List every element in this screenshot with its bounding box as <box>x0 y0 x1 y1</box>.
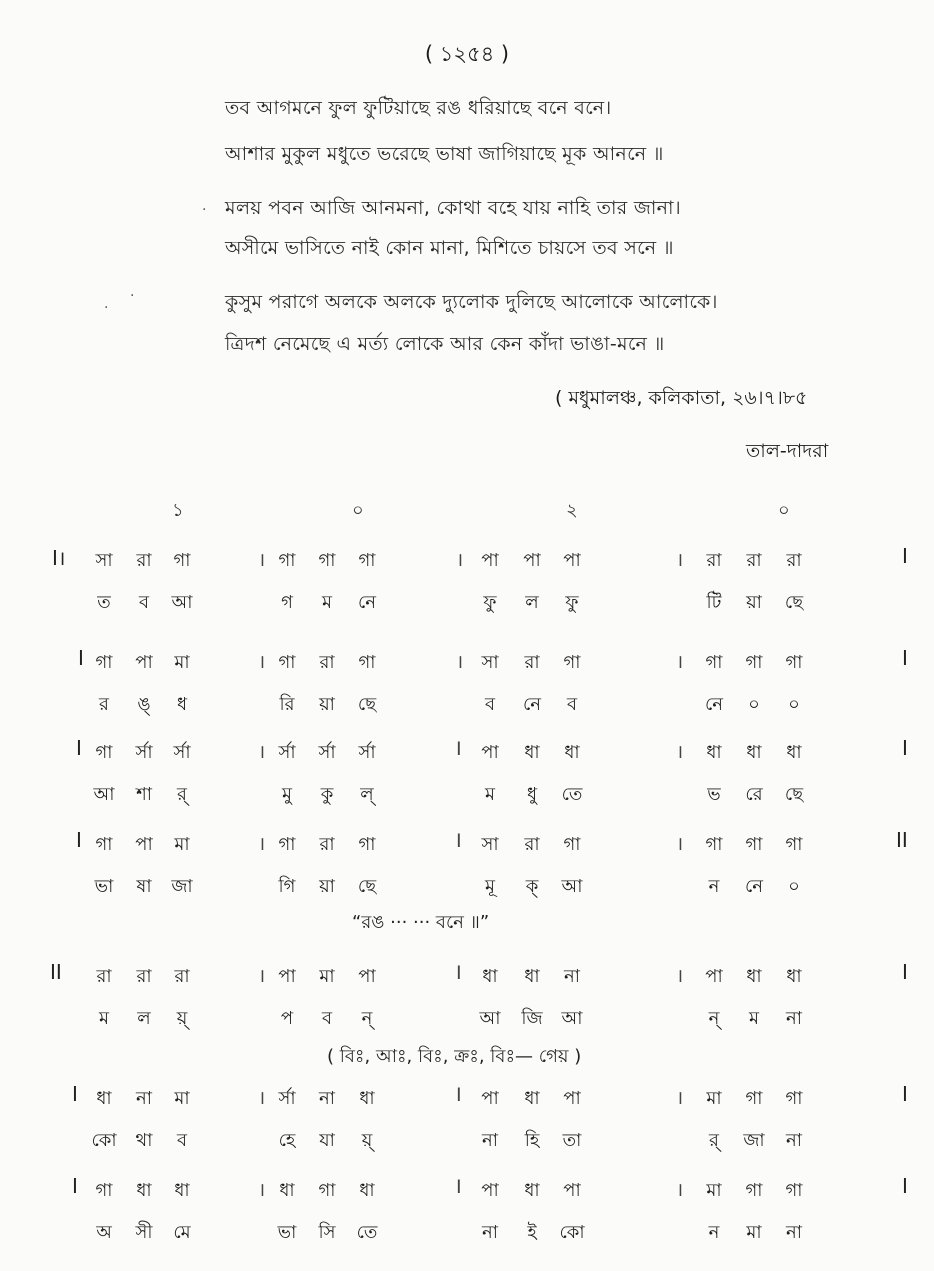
row-end-barline: II <box>896 828 908 852</box>
swara-note: গা <box>745 1180 763 1201</box>
lyric-syllable: নে <box>522 694 542 715</box>
lyric-syllable: য়্ <box>176 1008 188 1029</box>
source-attribution: ( মধুমালঞ্চ, কলিকাতা, ২৬।৭।৮৫ <box>555 387 808 409</box>
lyric-syllable: নে <box>704 694 724 715</box>
lyric-syllable: ন্ <box>708 1008 720 1029</box>
beat-marker: ১ <box>172 500 184 521</box>
swara-note: পা <box>481 1088 499 1109</box>
swara-note: সা <box>481 834 499 855</box>
lyric-syllable: ০ <box>748 694 760 715</box>
row-start-barline: I <box>72 1174 78 1198</box>
lyric-syllable: ন <box>708 876 720 897</box>
lyric-syllable: হি <box>524 1130 540 1151</box>
lyric-syllable: ফু <box>565 592 579 613</box>
beat-separator: । <box>676 651 684 673</box>
lyric-syllable: তা <box>562 1130 582 1151</box>
lyric-syllable: গ <box>281 592 293 613</box>
swara-note: ধা <box>564 742 580 763</box>
row-end-barline: I <box>902 544 908 568</box>
beat-separator: । <box>258 833 266 855</box>
swara-note: র্সা <box>278 742 296 763</box>
lyric-syllable: ত <box>97 592 111 613</box>
lyric-syllable: তে <box>356 1222 378 1243</box>
lyric-syllable: মা <box>746 1222 762 1243</box>
swara-note: গা <box>95 834 113 855</box>
lyric-line: তব আগমনে ফুল ফুটিয়াছে রঙ ধরিয়াছে বনে বনে। <box>225 97 612 119</box>
swara-note: র্সা <box>135 742 153 763</box>
swara-note: ধা <box>786 966 802 987</box>
swara-note: মা <box>319 966 335 987</box>
swara-note: সা <box>95 550 113 571</box>
swara-note: মা <box>174 1088 190 1109</box>
swara-note: গা <box>173 550 191 571</box>
lyric-syllable: না <box>482 1130 498 1151</box>
lyric-syllable: জা <box>743 1130 765 1151</box>
lyric-syllable: ন <box>708 1222 720 1243</box>
swara-note: মা <box>706 1180 722 1201</box>
lyric-syllable: ল <box>137 1008 151 1029</box>
beat-separator: । <box>676 549 684 571</box>
lyric-syllable: না <box>786 1008 802 1029</box>
swara-note: রা <box>746 550 762 571</box>
lyric-syllable: আ <box>561 1008 583 1029</box>
lyric-syllable: না <box>786 1222 802 1243</box>
page-number: ( ১২৫৪ ) <box>424 42 510 66</box>
lyric-syllable: সি <box>318 1222 336 1243</box>
swara-note: গা <box>785 834 803 855</box>
beat-separator: । <box>258 549 266 571</box>
swara-note: গা <box>278 834 296 855</box>
swara-note: পা <box>135 834 153 855</box>
swara-note: ধা <box>524 742 540 763</box>
swara-note: রা <box>174 966 190 987</box>
swara-note: পা <box>358 966 376 987</box>
lyric-syllable: সী <box>135 1222 153 1243</box>
stray-mark: . <box>202 198 207 214</box>
lyric-syllable: কু <box>320 784 334 805</box>
lyric-line: কুসুম পরাগে অলকে অলকে দ্যুলোক দুলিছে আলোকে আলোকে। <box>225 291 718 313</box>
lyric-syllable: ধ <box>176 694 188 715</box>
swara-note: রা <box>319 652 335 673</box>
lyric-syllable: র <box>99 694 109 715</box>
notation-caption: ( বিঃ, আঃ, বিঃ, ক্রঃ, বিঃ— গেয় ) <box>327 1046 582 1067</box>
row-start-barline: I। <box>52 546 66 570</box>
lyric-syllable: না <box>482 1222 498 1243</box>
swara-note: না <box>319 1088 335 1109</box>
swara-note: গা <box>563 652 581 673</box>
beat-separator: । <box>676 741 684 763</box>
lyric-syllable: কো <box>91 1130 117 1151</box>
beat-separator: I <box>456 962 462 984</box>
swara-note: গা <box>745 834 763 855</box>
lyric-syllable: শা <box>136 784 152 805</box>
lyric-syllable: যা <box>319 1130 335 1151</box>
lyric-syllable: ব <box>176 1130 188 1151</box>
swara-note: ধা <box>706 742 722 763</box>
lyric-syllable: ঙ্ <box>137 694 151 715</box>
lyric-syllable: ম <box>99 1008 109 1029</box>
swara-note: পা <box>481 742 499 763</box>
lyric-syllable: গি <box>278 876 296 897</box>
tala-label: তাল-দাদরা <box>746 440 829 462</box>
lyric-syllable: ০ <box>788 694 800 715</box>
swara-note: গা <box>95 1180 113 1201</box>
lyric-syllable: য়া <box>319 876 335 897</box>
swara-note: ধা <box>746 966 762 987</box>
swara-note: পা <box>481 1180 499 1201</box>
lyric-syllable: ল <box>525 592 539 613</box>
row-start-barline: I <box>76 828 82 852</box>
swara-note: গা <box>785 1180 803 1201</box>
lyric-syllable: টি <box>706 592 722 613</box>
lyric-syllable: রে <box>745 784 763 805</box>
lyric-syllable: ভা <box>94 876 114 897</box>
lyric-syllable: আ <box>171 592 193 613</box>
beat-separator: । <box>258 1087 266 1109</box>
swara-note: রা <box>136 550 152 571</box>
beat-marker: ০ <box>352 500 364 521</box>
lyric-syllable: আ <box>93 784 115 805</box>
swara-note: গা <box>358 834 376 855</box>
row-start-barline: I <box>72 1082 78 1106</box>
swara-note: পা <box>563 550 581 571</box>
lyric-syllable: থা <box>135 1130 153 1151</box>
swara-note: রা <box>786 550 802 571</box>
swara-note: গা <box>785 652 803 673</box>
lyric-syllable: র্ <box>177 784 187 805</box>
lyric-line: ত্রিদশ নেমেছে এ মর্ত্য লোকে আর কেন কাঁদা ভাঙা-মনে ॥ <box>225 333 665 355</box>
swara-note: ধা <box>524 1180 540 1201</box>
swara-note: ধা <box>359 1088 375 1109</box>
swara-note: র্সা <box>278 1088 296 1109</box>
swara-note: র্সা <box>318 742 336 763</box>
swara-note: সা <box>481 652 499 673</box>
swara-note: গা <box>278 652 296 673</box>
beat-separator: I <box>456 1176 462 1198</box>
lyric-syllable: মু <box>282 784 292 805</box>
lyric-syllable: ভা <box>277 1222 297 1243</box>
swara-note: ধা <box>524 1088 540 1109</box>
swara-note: গা <box>745 652 763 673</box>
swara-note: পা <box>563 1180 581 1201</box>
lyric-syllable: অ <box>96 1222 112 1243</box>
stray-mark: · <box>130 288 135 304</box>
swara-note: গা <box>705 834 723 855</box>
lyric-syllable: নে <box>744 876 764 897</box>
lyric-syllable: জি <box>521 1008 543 1029</box>
row-start-barline: II <box>50 960 62 984</box>
lyric-syllable: কো <box>559 1222 585 1243</box>
swara-note: রা <box>524 652 540 673</box>
stray-mark: · <box>104 300 109 316</box>
lyric-syllable: আ <box>479 1008 501 1029</box>
swara-note: গা <box>563 834 581 855</box>
swara-note: গা <box>358 550 376 571</box>
beat-separator: । <box>258 1179 266 1201</box>
lyric-syllable: নে <box>357 592 377 613</box>
lyric-line: মলয় পবন আজি আনমনা, কোথা বহে যায় নাহি তার জানা। <box>225 197 681 219</box>
lyric-syllable: মূ <box>485 876 495 897</box>
swara-note: রা <box>706 550 722 571</box>
lyric-syllable: ধু <box>526 784 538 805</box>
swara-note: মা <box>706 1088 722 1109</box>
swara-note: রা <box>319 834 335 855</box>
lyric-syllable: ই <box>527 1222 537 1243</box>
lyric-syllable: ব <box>566 694 578 715</box>
swara-note: গা <box>318 550 336 571</box>
lyric-syllable: আ <box>561 876 583 897</box>
row-start-barline: I <box>76 736 82 760</box>
row-end-barline: I <box>902 960 908 984</box>
lyric-syllable: তে <box>561 784 583 805</box>
lyric-line: অসীমে ভাসিতে নাই কোন মানা, মিশিতে চায়সে তব সনে ॥ <box>225 237 674 259</box>
row-end-barline: I <box>902 1082 908 1106</box>
swara-note: ধা <box>136 1180 152 1201</box>
lyric-syllable: জা <box>171 876 193 897</box>
lyric-syllable: হে <box>278 1130 296 1151</box>
swara-note: পা <box>705 966 723 987</box>
lyric-syllable: ০ <box>788 876 800 897</box>
beat-separator: । <box>258 651 266 673</box>
lyric-syllable: ক্ <box>525 876 539 897</box>
swara-note: পা <box>523 550 541 571</box>
swara-note: ধা <box>786 742 802 763</box>
swara-note: পা <box>481 550 499 571</box>
swara-note: ধা <box>174 1180 190 1201</box>
notation-caption: “রঙ ··· ··· বনে ॥” <box>352 912 490 933</box>
lyric-line: আশার মুকুল মধুতে ভরেছে ভাষা জাগিয়াছে মূক আননে ॥ <box>225 143 664 165</box>
beat-marker: ০ <box>778 500 790 521</box>
beat-separator: । <box>676 965 684 987</box>
lyric-syllable: ফু <box>483 592 497 613</box>
lyric-syllable: র্ <box>709 1130 719 1151</box>
row-end-barline: I <box>902 646 908 670</box>
swara-note: ধা <box>96 1088 112 1109</box>
swara-note: না <box>564 966 580 987</box>
swara-note: গা <box>358 652 376 673</box>
swara-note: ধা <box>524 966 540 987</box>
lyric-syllable: ব <box>321 1008 333 1029</box>
lyric-syllable: না <box>786 1130 802 1151</box>
swara-note: গা <box>705 652 723 673</box>
swara-note: গা <box>785 1088 803 1109</box>
row-end-barline: I <box>902 736 908 760</box>
swara-note: গা <box>278 550 296 571</box>
beat-separator: । <box>676 1179 684 1201</box>
lyric-syllable: য়্ <box>361 1130 373 1151</box>
beat-separator: I <box>456 738 462 760</box>
beat-separator: । <box>258 965 266 987</box>
beat-separator: I <box>456 1084 462 1106</box>
lyric-syllable: ছে <box>784 784 804 805</box>
lyric-syllable: ম <box>485 784 495 805</box>
lyric-syllable: ভ <box>707 784 721 805</box>
swara-note: মা <box>174 652 190 673</box>
swara-note: না <box>136 1088 152 1109</box>
lyric-syllable: ব <box>484 694 496 715</box>
lyric-syllable: মে <box>173 1222 191 1243</box>
beat-separator: I <box>456 830 462 852</box>
lyric-syllable: ম <box>322 592 332 613</box>
beat-separator: । <box>258 741 266 763</box>
swara-note: ধা <box>746 742 762 763</box>
lyric-syllable: ল্ <box>360 784 374 805</box>
lyric-syllable: ছে <box>357 694 377 715</box>
beat-separator: । <box>676 1087 684 1109</box>
swara-note: পা <box>563 1088 581 1109</box>
lyric-syllable: য়া <box>746 592 762 613</box>
swara-note: রা <box>136 966 152 987</box>
swara-note: গা <box>95 742 113 763</box>
row-end-barline: I <box>902 1174 908 1198</box>
lyric-syllable: ছে <box>784 592 804 613</box>
lyric-syllable: ন্ <box>361 1008 373 1029</box>
lyric-syllable: ম <box>749 1008 759 1029</box>
swara-note: পা <box>278 966 296 987</box>
swara-note: র্সা <box>173 742 191 763</box>
lyric-syllable: প <box>280 1008 294 1029</box>
swara-note: গা <box>318 1180 336 1201</box>
lyric-syllable: রি <box>279 694 295 715</box>
row-start-barline: I <box>78 646 84 670</box>
beat-separator: । <box>676 833 684 855</box>
swara-note: র্সা <box>358 742 376 763</box>
swara-note: মা <box>174 834 190 855</box>
swara-note: গা <box>745 1088 763 1109</box>
swara-note: পা <box>135 652 153 673</box>
lyric-syllable: ব <box>138 592 150 613</box>
lyric-syllable: ছে <box>357 876 377 897</box>
swara-note: ধা <box>279 1180 295 1201</box>
lyric-syllable: ষা <box>136 876 152 897</box>
swara-note: রা <box>524 834 540 855</box>
beat-separator: । <box>456 651 464 673</box>
swara-note: রা <box>96 966 112 987</box>
swara-note: গা <box>95 652 113 673</box>
beat-marker: ২ <box>566 500 578 521</box>
swara-note: ধা <box>359 1180 375 1201</box>
beat-separator: । <box>456 549 464 571</box>
swara-note: ধা <box>482 966 498 987</box>
lyric-syllable: য়া <box>319 694 335 715</box>
